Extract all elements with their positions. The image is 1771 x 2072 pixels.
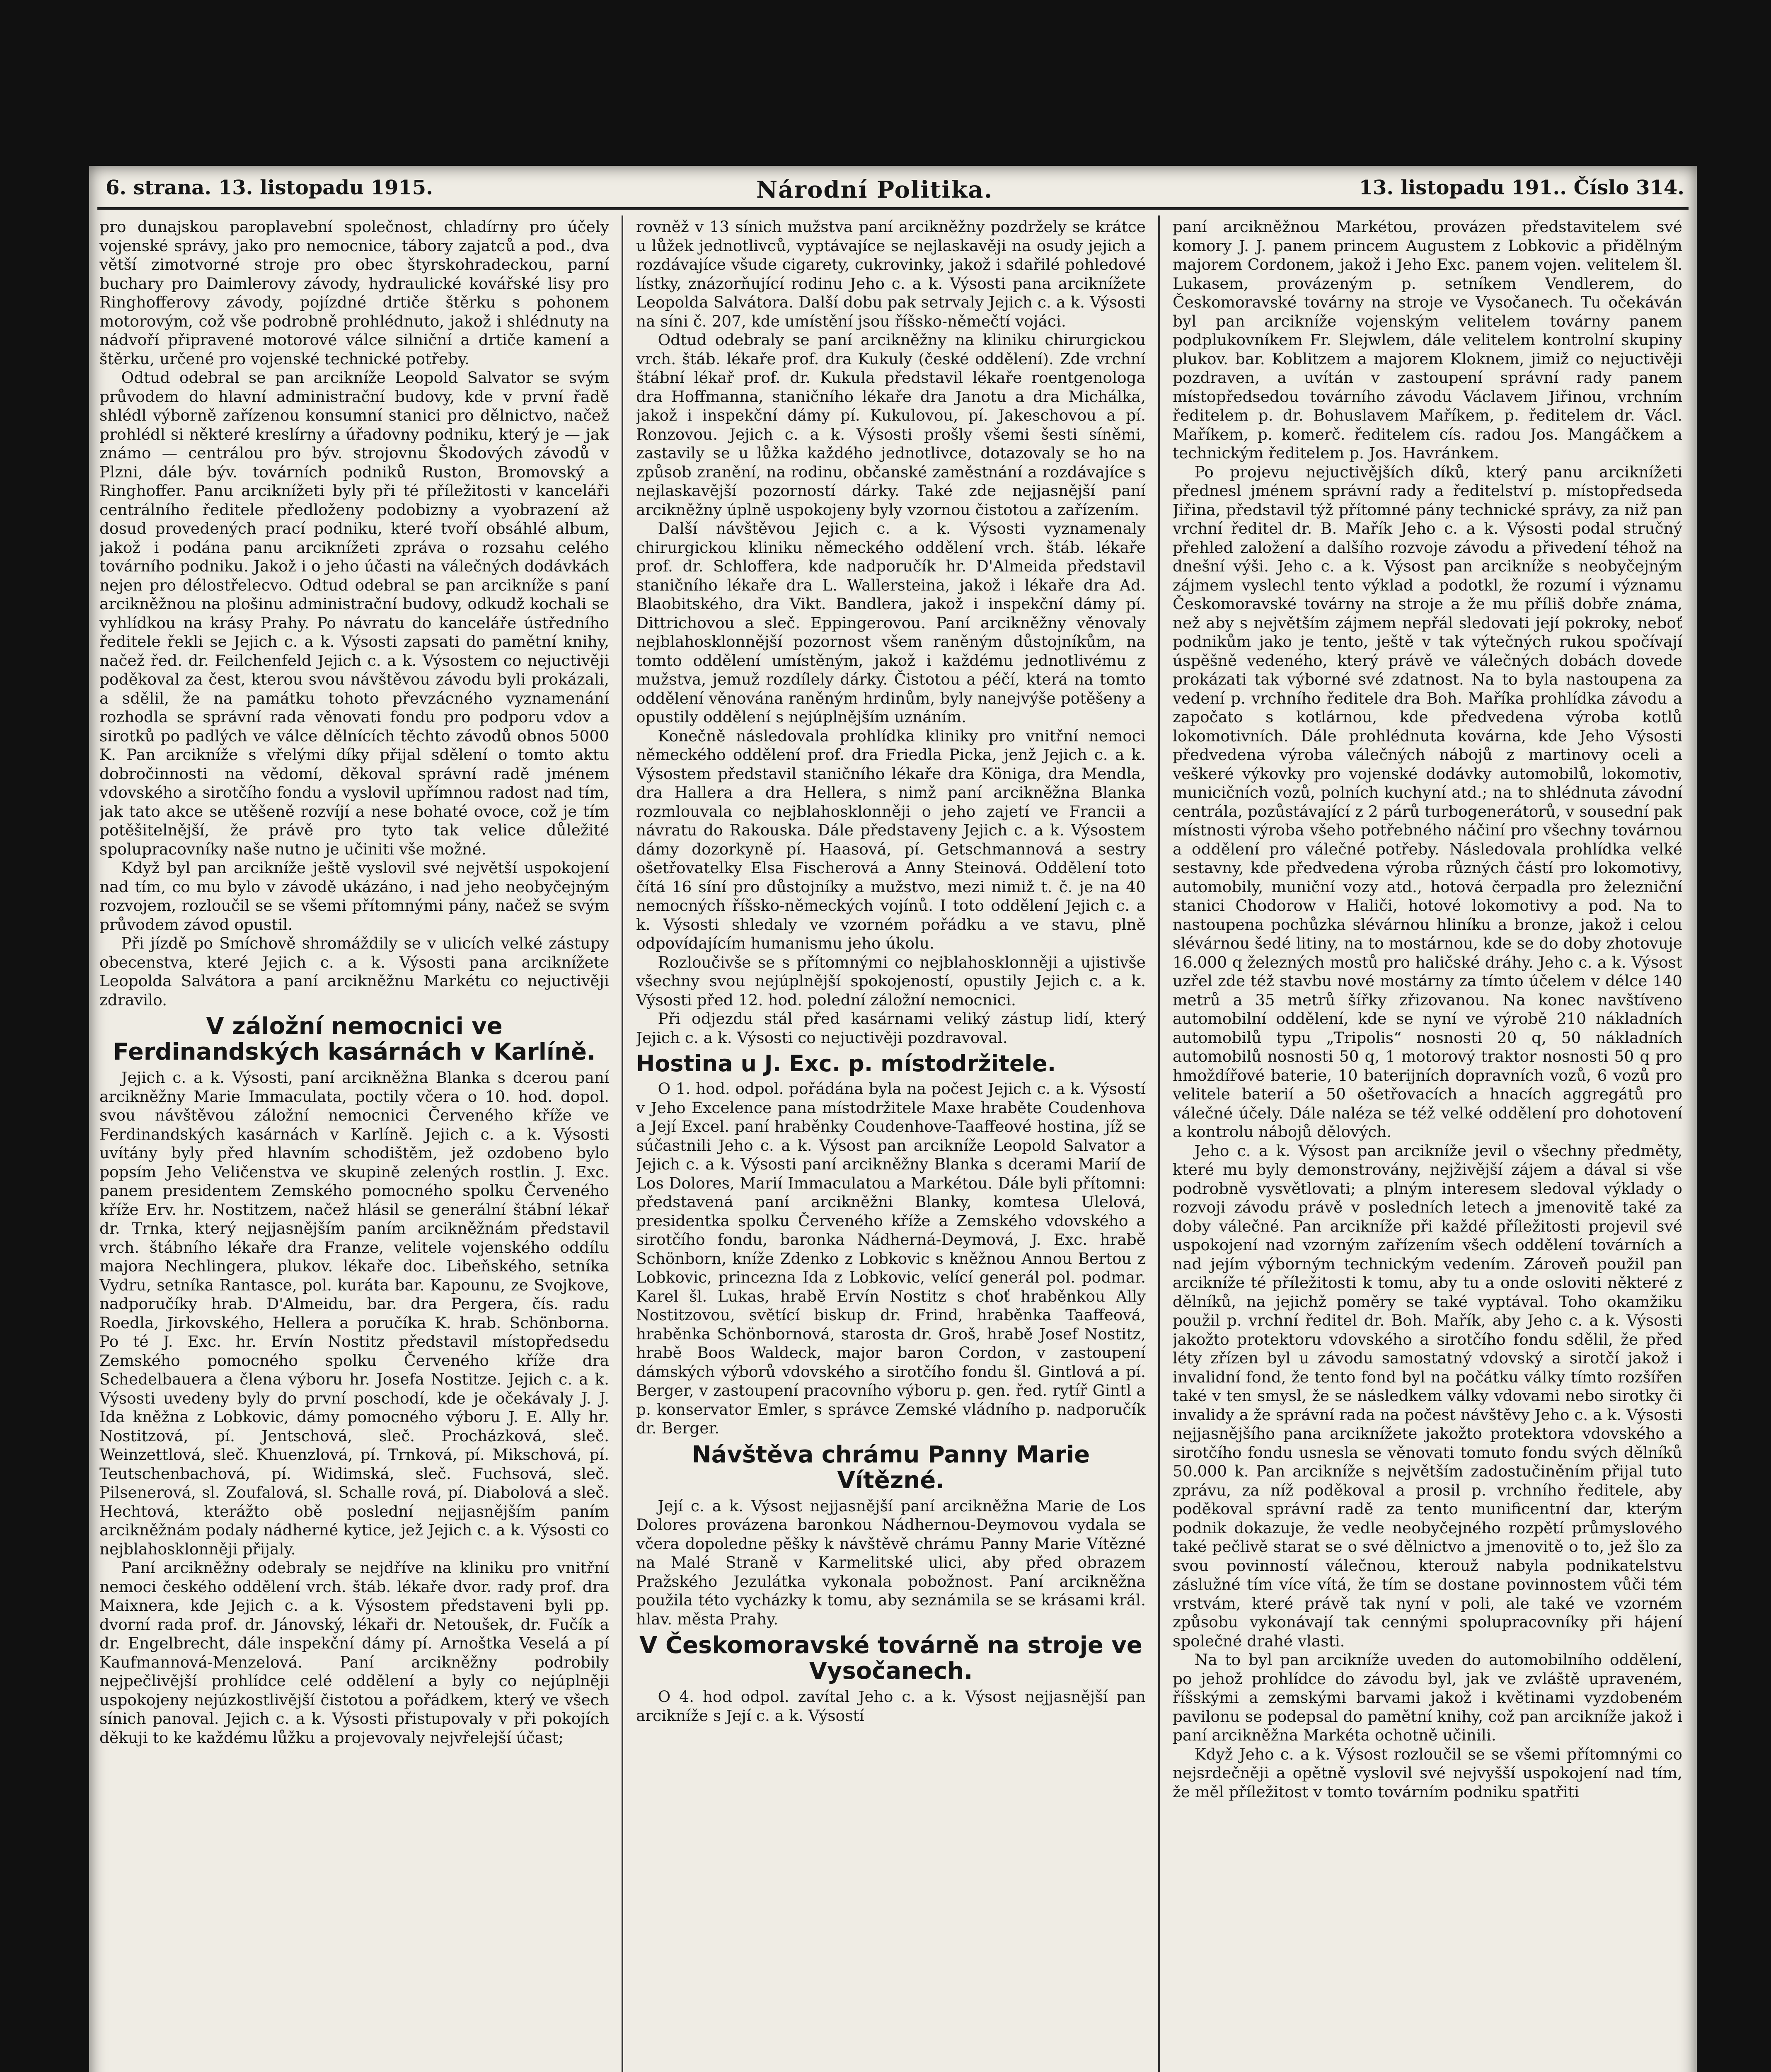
paragraph: Při jízdě po Smíchově shromáždily se v ulicích velké zástupy obecenstva, které Jejich c. a k. Výsosti pana arciknížete Leopolda Salvátora a paní arcikněžnu Markétu co nejuctivěji zdravilo. — [99, 934, 609, 1009]
paragraph: Další návštěvou Jejich c. a k. Výsosti vyznamenaly chirurgickou kliniku německého oddělení vrch. štáb. lékaře prof. dr. Schloffera, kde nadporučík hr. D'Almeida představil staničního lékaře dra L. Wallersteina, jakož i lékaře dra Ad. Blaobitského, dra Vikt. Bandlera, jakož i inspekční dámy pí. Dittrichovou a sleč. Eppingerovou. Paní arcikněžny věnovaly nejblahosklonnější pozornost všem raněným důstojníkům, na tomto oddělení umístěným, jakož i každému jednotlivému z mužstva, jemuž rozdílely dárky. Čistotou a péčí, která na tomto oddělení věnována raněným hrdinům, byly nanejvýše potěšeny a opustily oddělení s nejúplnějším uznáním. — [636, 519, 1146, 726]
paragraph: Paní arcikněžny odebraly se nejdříve na kliniku pro vnitřní nemoci českého oddělení vrch. štáb. lékaře dvor. rady prof. dra Maixnera, kde Jejich c. a k. Výsostem představeni byli pp. dvorní rada prof. dr. Jánovský, lékaři dr. Netoušek, dr. Fučík a dr. Engelbrecht, dále inspekční dámy pí. Arnoštka Veselá a pí Kaufmannová-Menzelová. Paní arcikněžny podrobily nejpečlivější prohlídce celé oddělení a byly co nejúplněji uspokojeny nejúzkostlivější čistotou a pořádkem, který ve všech sínich panoval. Jejich c. a k. Výsosti přistupovaly v při pokojích děkuji to ke každému lůžku a projevovaly nejvřelejší účast; — [99, 1559, 609, 1747]
paragraph: O 1. hod. odpol. pořádána byla na počest Jejich c. a k. Výsostí v Jeho Excelence pana místodržitele Maxe hraběte Coudenhova a Její Excel. paní hraběnky Coudenhove-Taaffeové hostina, jíž se súčastnili Jeho c. a k. Výsost pan arcikníže Leopold Salvator a Jejich c. a k. Výsosti paní arcikněžny Blanka s dcerami Marií de Los Dolores, Marií Immaculatou a Markétou. Dále byli přítomni: představená paní arcikněžni Blanky, komtesa Ulelová, presidentka spolku Červeného kříže a Zemského vdovského a sirotčího fondu, baronka Nádherná-Deymová, J. Exc. hrabě Schönborn, kníže Zdenko z Lobkovic s kněžnou Annou Bertou z Lobkovic, princezna Ida z Lobkovic, velící generál pol. podmar. Karel šl. Lukas, hrabě Ervín Nostitz s choť hraběnkou Ally Nostitzovou, světící biskup dr. Frind, hraběnka Taaffeová, hraběnka Schönbornová, starosta dr. Groš, hrabě Josef Nostitz, hrabě Boos Waldeck, major baron Cordon, v zastoupení dámských výborů vdovského a sirotčího fondu šl. Gintlová a pí. Berger, v zastoupení pracovního výboru p. gen. řed. rytíř Gintl a p. konservator Emler, s správce Zemské vládního p. nadporučík dr. Berger. — [636, 1080, 1146, 1437]
paragraph: Jeho c. a k. Výsost pan arcikníže jevil o všechny předměty, které mu byly demonstrovány, nejživější zájem a dával si vše podrobně vysvětlovati; a plným interesem sledoval výklady o rozvoji závodu právě v posledních letech a jmenovitě také za doby válečné. Pan arcikníže při každé příležitosti projevil své uspokojení nad vzorným zařízením všech oddělení továrních a nad jejím výborným technickým vedením. Zároveň použil pan arcikníže té příležitosti k tomu, aby tu a onde osloviti některé z dělníků, na jejichž poměry se také vyptával. Toho okamžiku použil p. vrchní ředitel dr. Boh. Mařík, aby Jeho c. a k. Výsosti jakožto protektoru vdovského a sirotčího fondu sdělil, že před léty zřízen byl u závodu samostatný vdovský a sirotčí jakož i invalidní fond, že tento fond byl na počátku války tímto rozšířen také v ten smysl, že se následkem války vdovami nebo sirotky či invalidy a že správní rada na počest návštěvy Jeho c. a k. Výsosti nejjasnějšího pana arciknížete jakožto protektora vdovského a sirotčího fondu usnesla se věnovati tomuto fondu svých dělníků 50.000 k. Pan arcikníže s největším zadostučiněním přijal tuto zprávu, za níž poděkoval a prosil p. vrchního ředitele, aby poděkoval správní radě za tento munificentní dar, kterým podnik dokazuje, že vedle neobyčejného rozpětí průmyslového také pečlivě starat se o své dělnictvo a jmenovitě o to, jež šlo za svou povinností válečnou, kterouž nabyla podnikatelstvu záslužné tím více vítá, že tím se dostane povinnostem vůči tém vrstvám, které právě tak nyní v poli, ale také ve vzorném způsobu vykonávají tak cennými spolupracovníky při hájení společné drahé vlasti. — [1173, 1141, 1682, 1650]
section-heading: V záložní nemocnici ve Ferdinandských kasárnách v Karlíně. — [113, 1013, 596, 1065]
paragraph: Při odjezdu stál před kasárnami veliký zástup lidí, který Jejich c. a k. Výsosti co nejuctivěji pozdravoval. — [636, 1009, 1146, 1047]
column-divider — [1158, 215, 1160, 2072]
column-2 — [636, 218, 1146, 2072]
paragraph: Odtud odebraly se paní arcikněžny na kliniku chirurgickou vrch. štáb. lékaře prof. dra Kukuly (české oddělení). Zde vrchní štábní lékař prof. dr. Kukula představil lékaře roentgenologa dra Hoffmanna, staničního lékaře dra Janotu a dra Michálka, jakož i inspekční dámy pí. Kukulovou, pí. Jakeschovou a pí. Ronzovou. Jejich c. a k. Výsosti prošly všemi šesti síněmi, zastavily se u lůžka každého jednotlivce, dotazovaly se ho na způsob zranění, na rodinu, občanské zaměstnání a rozdávajíce s nejlaskavější pozorností dárky. Také zde nejjasnější paní arcikněžny úplně uspokojeny byly vzornou čistotou a zařízením. — [636, 331, 1146, 519]
issue-date-number: 13. listopadu 191.. Číslo 314. — [1359, 176, 1684, 199]
column-divider — [622, 215, 623, 2072]
paragraph: Jejich c. a k. Výsosti, paní arcikněžna Blanka s dcerou paní arcikněžny Marie Immaculata, poctily včera o 10. hod. dopol. svou návštěvou záložní nemocnici Červeného kříže ve Ferdinandských kasárnách v Karlíně. Jejich c. a k. Výsosti uvítány byly před hlavním schodištěm, jež ozdobeno bylo popsím Jeho Veličenstva ve skupině zelených rostlin. J. Exc. panem presidentem Zemského pomocného spolku Červeného kříže Erv. hr. Nostitzem, načež hlásil se generální štábní lékař dr. Trnka, který nejjasnějším paním arcikněžnám představil vrch. štábního lékaře dra Franze, velitele vojenského oddílu majora Nechlingera, plukov. lékaře doc. Libeňského, setníka Vydru, setníka Rantasce, pol. kuráta bar. Kapounu, ze Svojkove, nadporučíky hrab. D'Almeidu, bar. dra Pergera, čís. radu Roedla, Jirkovského, Hellera a poručíka K. hrab. Schönborna. Po té J. Exc. hr. Ervín Nostitz představil místopředsedu Zemského pomocného spolku Červeného kříže dra Schedelbauera a člena výboru hr. Josefa Nostitze. Jejich c. a k. Výsosti uvedeny byly do první poschodí, kde je očekávaly J. J. Ida kněžna z Lobkovic, dámy pomocného výboru J. E. Ally hr. Nostitzová, pí. Jentschová, sleč. Procházková, sleč. Weinzettlová, sleč. Khuenzlová, pí. Trnková, pí. Mikschová, pí. Teutschenbachová, pí. Widimská, sleč. Fuchsová, sleč. Pilsenerová, sl. Zoufalová, sl. Schalle rová, pí. Diabolová a sleč. Hechtová, kterážto obě poslední nejjasnějším paním arcikněžnám podaly nádherné kytice, jež Jejich c. a k. Výsosti co nejblahosklonněji přijaly. — [99, 1068, 609, 1558]
masthead: Národní Politika. — [756, 176, 993, 203]
paragraph: Když byl pan arcikníže ještě vyslovil své největší uspokojení nad tím, co mu bylo v závodě ukázáno, i nad jeho neobyčejným rozvojem, rozloučil se se všemi přítomnými pány, načež se svým průvodem závod opustil. — [99, 859, 609, 934]
newspaper-page — [89, 166, 1697, 2072]
paragraph: Na to byl pan arcikníže uveden do automobilního oddělení, po jehož prohlídce do závodu byl, jak ve zvláště upraveném, říšskými a zemskými barvami jakož i květinami vyzdobeném pavilonu se podepsal do pamětní knihy, což pan arcikníže jakož i paní arcikněžna Markéta ochotně učinili. — [1173, 1651, 1682, 1744]
section-heading: V Českomoravské továrně na stroje ve Vysočanech. — [639, 1632, 1142, 1685]
paragraph: pro dunajskou paroplavební společnost, chladírny pro účely vojenské správy, jako pro nemocnice, tábory zajatců a pod., dva větší zimotvorné stroje pro obec štyrskohradeckou, parní buchary pro Daimlerovy závody, hydraulické kovářské lisy pro Ringhofferovy závody, pojízdné drtiče štěrku s pohonem motorovým, což vše podrobně prohlédnuto, jakož i shlédnuty na nádvoří připravené motorové válce silniční a drtiče kamení a štěrku, určené pro vojenské technické potřeby. — [99, 218, 609, 368]
paragraph: Konečně následovala prohlídka kliniky pro vnitřní nemoci německého oddělení prof. dra Friedla Picka, jenž Jejich c. a k. Výsostem představil staničního lékaře dra Königa, dra Mendla, dra Hallera a dra Hellera, s nimž paní arcikněžna Blanka rozmlouvala co nejblahosklonněji o jeho zajetí ve Francii a návratu do Rakouska. Dále představeny Jejich c. a k. Výsostem dámy dozorkyně pí. Haasová, pí. Getschmannová a sestry ošetřovatelky Elsa Fischerová a Anny Steinová. Oddělení toto čítá 16 síní pro důstojníky a mužstvo, mezi nimiž t. č. je na 40 nemocných říšsko-německých vojínů. I toto oddělení Jejich c. a k. Výsosti shledaly ve vzorném pořádku a ve stavu, plně odpovídajícím humanismu jeho úkolu. — [636, 726, 1146, 952]
paragraph: Když Jeho c. a k. Výsost rozloučil se se všemi přítomnými co nejsrdečněji a opětně vyslovil své nejvyšší uspokojení nad tím, že měl příležitost v tomto továrním podniku spatřiti — [1173, 1745, 1682, 1801]
paragraph: Rozloučivše se s přítomnými co nejblahosklonněji a ujistivše všechny svou nejúplnější spokojeností, opustily Jejich c. a k. Výsosti před 12. hod. polední záložní nemocnici. — [636, 953, 1146, 1009]
paragraph: Po projevu nejuctivějších díků, který panu arciknížeti přednesl jménem správní rady a ředitelství p. místopředseda Jiřina, představil týž přítomné pány technické správy, za niž pan vrchní ředitel dr. B. Mařík Jeho c. a k. Výsosti podal stručný přehled založení a dalšího rozvoje závodu a přivedení téhož na dnešní výši. Jeho c. a k. Výsost pan arcikníže s neobyčejným zájmem vyslechl tento výklad a podotkl, že rozumí i významu Českomoravské továrny na stroje a že mu příliš dobře známa, než aby s největším zájmem nepřál sledovati její pokroky, neboť podnikům jako je tento, ještě v tak výtečných rukou spočívají úspěšně vedeného, který právě ve válečných dobách dovede prokázati tak výborné své zdatnost. Na to byla nastoupena za vedení p. vrchního ředitele dra Boh. Maříka prohlídka závodu a započato s kotlárnou, kde předvedena výroba kotlů lokomotivních. Dále prohlédnuta kovárna, kde Jeho Výsosti předvedena výroba válečných nábojů z martinovy oceli a veškeré výkovky pro vojenské dodávky automobilů, lokomotiv, municičních vozů, polních kuchyní atd.; na to shlédnuta závodní centrála, pozůstávající z 2 párů turbogenerátorů, v sousední pak místnosti výroba všeho potřebného náčiní pro všechny továrnou a oddělení pro válečné potřeby. Následovala prohlídka velké sestavny, kde předvedena výroba různých částí pro lokomotivy, automobily, muniční vozy atd., hotová čerpadla pro železniční stanici Chodorow v Haliči, hotové lokomotivy a pod. Na to nastoupena pochůzka slévárnou hliníku a bronze, jakož i celou slévárnou šedé litiny, na to mostárnou, kde se do doby zhotovuje 16.000 q železných mostů pro haličské dráhy. Jeho c. a k. Výsost uzřel zde též stavbu nové mostárny za tímto účelem v délce 140 metrů a 35 metrů šířky zřizovanou. Na konec navštíveno automobilní oddělení, kde se nyní ve výrobě 210 nákladních automobilů typu „Tripolis“ nosnosti 20 q, 50 nákladních automobilů nosnosti 50 q, 1 motorový traktor nosnosti 50 q pro hmoždířové baterie, 10 baterijních dopravních vozů, 6 vozů pro velitele baterií a 50 ošetřovacích a hnacích aggregátů pro válečné účely. Dále naléza se též velké oddělení pro dohotovení a kontrolu nábojů dělových. — [1173, 462, 1682, 1141]
paragraph: paní arcikněžnou Markétou, provázen představitelem své komory J. J. panem princem Augustem z Lobkovic a přidělným majorem Cordonem, jakož i Jeho Exc. panem vojen. velitelem šl. Lukasem, provázeným p. setníkem Vendlerem, do Českomoravské továrny na stroje ve Vysočanech. Tu očekáván byl pan arcikníže vojenským velitelem továrny panem podplukovníkem Fr. Slejwlem, dále velitelem kontrolní skupiny plukov. bar. Koblitzem a majorem Kloknem, jimiž co nejuctivěji pozdraven, a uvítán v zastoupení správní rady panem místopředsedou továrního závodu Václavem Jiřinou, vrchním ředitelem p. dr. Bohuslavem Maříkem, p. ředitelem dr. Václ. Maříkem, p. komerč. ředitelem cís. radou Jos. Mangáčkem a technickým ředitelem p. Jos. Havránkem. — [1173, 218, 1682, 462]
paragraph: rovněž v 13 sínich mužstva paní arcikněžny pozdržely se krátce u lůžek jednotlivců, vyptávajíce se nejlaskavěji na osudy jejich a rozdávajíce všude cigarety, cukrovinky, jakož i sdařilé pohledové lístky, znázorňující rodinu Jeho c. a k. Výsosti pana arciknížete Leopolda Salvátora. Další dobu pak setrvaly Jejich c. a k. Výsosti na síni č. 207, kde umístění jsou říšsko-němečtí vojáci. — [636, 218, 1146, 330]
section-heading: Návštěva chrámu Panny Marie Vítězné. — [692, 1441, 1090, 1494]
header-rule — [97, 207, 1689, 210]
paragraph: Její c. a k. Výsost nejjasnější paní arcikněžna Marie de Los Dolores provázena baronkou Nádhernou-Deymovou vydala se včera dopoledne pěšky k návštěvě chrámu Panny Marie Vítězné na Malé Straně v Karmelitské ulici, aby před obrazem Pražského Jezulátka vykonala pobožnost. Paní arcikněžna použila této vycházky k tomu, aby seznámila se se krásami král. hlav. města Prahy. — [636, 1496, 1146, 1628]
column-3 — [1173, 218, 1682, 2072]
paragraph: Odtud odebral se pan arcikníže Leopold Salvator se svým průvodem do hlavní administrační budovy, kde v první řadě shlédl výborně zařízenou konsumní stanici pro dělnictvo, načež prohlédl si některé kreslírny a úřadovny podniku, který je — jak známo — centrálou pro býv. strojovnu Škodových závodů v Plzni, dále býv. továrních podniků Ruston, Bromovský a Ringhoffer. Panu arciknížeti byly při té příležitosti v kanceláři centrálního ředitele předloženy podobizny a vyobrazení až dosud provedených prací podniku, které tvoří obsáhlé album, jakož i podána panu arciknížeti zpráva o rozsahu celého továrního podniku. Jakož i o jeho účasti na válečných dodávkách nejen pro délostřelecvo. Odtud odebral se pan arcikníže s paní arcikněžnou na plošinu administrační budovy, odkudž kochali se vyhlídkou na krásy Prahy. Po návratu do kanceláře ústředního ředitele řekli se Jejich c. a k. Výsosti zapsati do pamětní knihy, načež řed. dr. Feilchenfeld Jejich c. a k. Výsostem co nejuctivěji poděkoval za čest, kterou svou návštěvou závodu byli prokázali, a sdělil, že na památku tohoto převzácného vyznamenání rozhodla se správní rada věnovati fondu pro podporu vdov a sirotků po padlých ve válce dělnících těchto závodů obnos 5000 K. Pan arcikníže s vřelými díky přijal sdělení o tomto aktu dobročinnosti na vědomí, děkoval správní radě jménem vdovského a sirotčího fondu a vyslovil upřímnou radost nad tím, jak tato akce se utěšeně rozvíjí a nese bohaté ovoce, což je tím potěšitelnější, že právě pro tyto tak velice důležité spolupracovníky naše nutno je učiniti vše možné. — [99, 368, 609, 858]
section-heading: Hostina u J. Exc. p. místodržitele. — [636, 1051, 1056, 1077]
column-1 — [99, 218, 609, 2072]
paragraph: O 4. hod odpol. zavítal Jeho c. a k. Výsost nejjasnější pan arcikníže s Její c. a k. Výsostí — [636, 1687, 1146, 1725]
page-number-date: 6. strana. 13. listopadu 1915. — [106, 176, 433, 199]
